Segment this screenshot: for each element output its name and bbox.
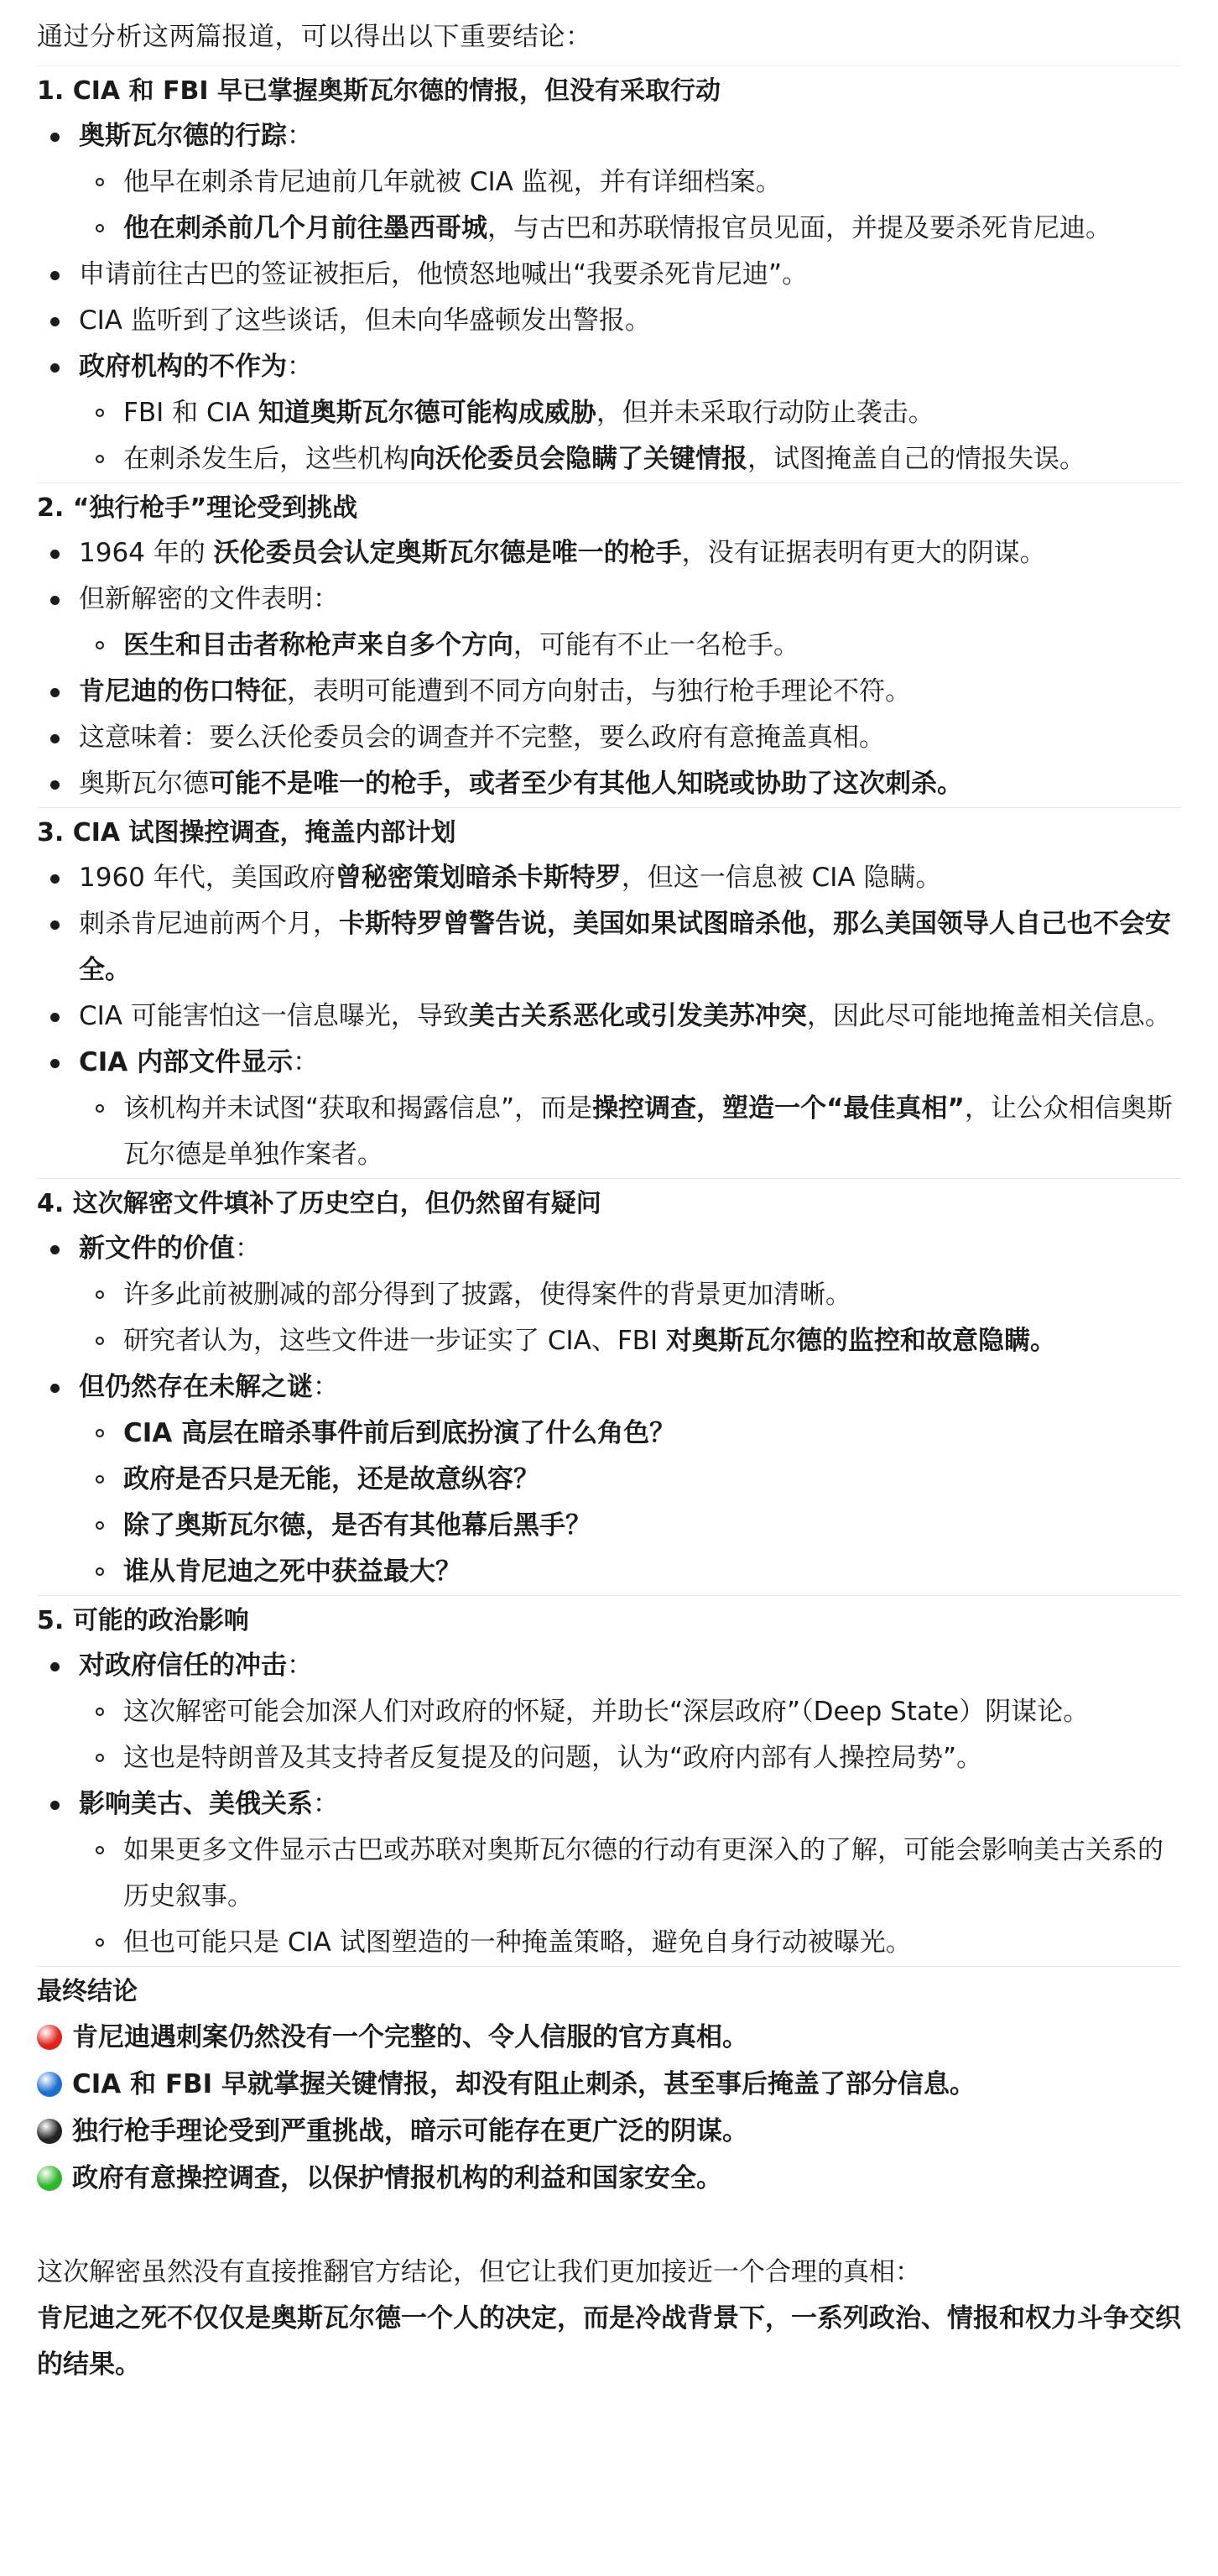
list-item [37, 761, 1181, 807]
bullet-list [37, 530, 1181, 807]
sub-list-item [37, 1689, 1181, 1735]
text: 该机构并未试图“获取和揭露信息”，而是 [123, 1093, 593, 1124]
sub-list-item [37, 159, 1181, 206]
text: 奥斯瓦尔德 [79, 769, 209, 799]
section-title: 2. “独行枪手”理论受到挑战 [37, 482, 1181, 530]
text: 这意味着：要么沃伦委员会的调查并不完整，要么政府有意掩盖真相。 [79, 722, 885, 753]
bullet-list [37, 855, 1181, 1178]
text: ，与古巴和苏联情报官员见面，并提及要杀死肯尼迪。 [487, 213, 1111, 243]
text: 研究者认为，这些文件进一步证实了 CIA、FBI [123, 1326, 666, 1356]
bold-text: 曾秘密策划暗杀卡斯特罗 [335, 863, 622, 893]
list-item [37, 901, 1181, 993]
bold-text: CIA 高层在暗杀事件前后到底扮演了什么角色？ [123, 1418, 676, 1448]
closing-bold-statement: 肯尼迪之死不仅仅是奥斯瓦尔德一个人的决定，而是冷战背景下，一系列政治、情报和权力斗争交织的结果。 [37, 2303, 1181, 2380]
text: ，但这一信息被 CIA 隐瞒。 [621, 863, 942, 893]
sub-list-item [37, 1735, 1181, 1781]
bold-text: 沃伦委员会认定奥斯瓦尔德是唯一的枪手 [213, 538, 682, 568]
sub-list-item [37, 1272, 1181, 1318]
text: ： [313, 1789, 339, 1819]
sub-list-item [37, 623, 1181, 669]
conclusion-row [37, 2155, 1181, 2202]
bold-text: 医生和目击者称枪声来自多个方向 [123, 630, 513, 660]
list-item [37, 252, 1181, 298]
bullet-list [37, 113, 1181, 482]
text: ： [287, 121, 313, 151]
bold-text: 对奥斯瓦尔德的监控和故意隐瞒。 [665, 1326, 1056, 1356]
bold-text: 奥斯瓦尔德的行踪 [79, 121, 287, 151]
text: 1960 年代，美国政府 [79, 863, 336, 893]
list-item [37, 1040, 1181, 1086]
text: ，让公众相信奥斯瓦尔德是单独作案者。 [123, 1093, 1173, 1170]
text: 在刺杀发生后，这些机构 [123, 444, 409, 474]
text: CIA 可能害怕这一信息曝光，导致 [79, 1001, 469, 1031]
sub-list-item [37, 1549, 1181, 1595]
list-item [37, 715, 1181, 761]
bold-text: 谁从肯尼迪之死中获益最大？ [123, 1557, 461, 1587]
text: ，因此尽可能地掩盖相关信息。 [806, 1001, 1171, 1031]
list-item [37, 113, 1181, 159]
circle-emoji-icon [37, 2072, 62, 2097]
bold-text: 政府机构的不作为 [79, 352, 287, 382]
conclusion-row [37, 2014, 1181, 2061]
sub-list-item [37, 1411, 1181, 1457]
text: 但也可能只是 CIA 试图塑造的一种掩盖策略，避免自身行动被曝光。 [123, 1927, 912, 1958]
section-title: 1. CIA 和 FBI 早已掌握奥斯瓦尔德的情报，但没有采取行动 [37, 65, 1181, 113]
list-item [37, 993, 1181, 1040]
bold-text: 知道奥斯瓦尔德可能构成威胁 [258, 398, 596, 428]
sub-list-item [37, 1828, 1181, 1920]
text: ，可能有不止一名枪手。 [513, 630, 799, 660]
bold-text: 卡斯特罗曾警告说，美国如果试图暗杀他，那么美国领导人自己也不会安全。 [79, 909, 1171, 985]
text: 这次解密可能会加深人们对政府的怀疑，并助长“深层政府”（Deep State）阴谋论。 [123, 1697, 1090, 1727]
list-item [37, 1781, 1181, 1828]
text: 许多此前被删减的部分得到了披露，使得案件的背景更加清晰。 [123, 1280, 851, 1310]
text: 他早在刺杀肯尼迪前几年就被 CIA 监视，并有详细档案。 [123, 167, 782, 197]
list-item [37, 1364, 1181, 1411]
section-title: 5. 可能的政治影响 [37, 1595, 1181, 1643]
conclusion-text: 独行枪手理论受到严重挑战，暗示可能存在更广泛的阴谋。 [72, 2116, 748, 2146]
text: 申请前往古巴的签证被拒后，他愤怒地喊出“我要杀死肯尼迪”。 [79, 259, 809, 289]
text: ： [293, 1047, 320, 1077]
conclusion-text: 政府有意操控调查，以保护情报机构的利益和国家安全。 [72, 2163, 722, 2193]
bold-text: 对政府信任的冲击 [79, 1650, 287, 1681]
text: ： [287, 352, 313, 382]
list-item [37, 1643, 1181, 1689]
sub-list-item [37, 1920, 1181, 1966]
conclusion-row [37, 2061, 1181, 2108]
circle-emoji-icon [37, 2119, 62, 2144]
text: ，试图掩盖自己的情报失误。 [747, 444, 1085, 474]
text: 但新解密的文件表明： [79, 584, 339, 614]
sub-list-item [37, 436, 1181, 482]
text: ： [313, 1372, 339, 1402]
text: FBI 和 CIA [123, 398, 258, 428]
list-item [37, 298, 1181, 344]
sub-list-item [37, 1503, 1181, 1549]
bold-text: CIA 内部文件显示 [79, 1047, 294, 1077]
circle-emoji-icon [37, 2166, 62, 2191]
bold-text: 新文件的价值 [79, 1233, 235, 1264]
conclusion-text: CIA 和 FBI 早就掌握关键情报，却没有阻止刺杀，甚至事后掩盖了部分信息。 [72, 2069, 976, 2099]
list-item [37, 669, 1181, 715]
bold-text: 但仍然存在未解之谜 [79, 1372, 313, 1402]
section-title: 4. 这次解密文件填补了历史空白，但仍然留有疑问 [37, 1178, 1181, 1226]
text: 1964 年的 [79, 538, 214, 568]
text: ，表明可能遭到不同方向射击，与独行枪手理论不符。 [287, 676, 911, 707]
conclusion-row [37, 2108, 1181, 2155]
bold-text: 向沃伦委员会隐瞒了关键情报 [409, 444, 747, 474]
bullet-list [37, 1226, 1181, 1595]
bold-text: 影响美古、美俄关系 [79, 1789, 313, 1819]
sub-list-item [37, 1457, 1181, 1503]
final-conclusion-title: 最终结论 [37, 1966, 1181, 2014]
bold-text: 肯尼迪的伤口特征 [79, 676, 287, 707]
bold-text: 政府是否只是无能，还是故意纵容？ [123, 1464, 539, 1494]
bold-text: 他在刺杀前几个月前往墨西哥城 [123, 213, 487, 243]
sub-list-item [37, 1086, 1181, 1178]
final-conclusion-list [37, 2014, 1181, 2202]
text: CIA 监听到了这些谈话，但未向华盛顿发出警报。 [79, 305, 651, 336]
intro-paragraph: 通过分析这两篇报道，可以得出以下重要结论： [37, 22, 592, 52]
list-item [37, 530, 1181, 576]
text: ，但并未采取行动防止袭击。 [596, 398, 934, 428]
list-item [37, 1226, 1181, 1272]
sub-list-item [37, 390, 1181, 436]
bold-text: 除了奥斯瓦尔德，是否有其他幕后黑手？ [123, 1510, 591, 1541]
list-item [37, 576, 1181, 623]
sections-container [37, 65, 1181, 1966]
section-title: 3. CIA 试图操控调查，掩盖内部计划 [37, 807, 1181, 855]
closing-paragraph: 这次解密虽然没有直接推翻官方结论，但它让我们更加接近一个合理的真相： [37, 2257, 921, 2287]
bold-text: 美古关系恶化或引发美苏冲突 [468, 1001, 807, 1031]
circle-emoji-icon [37, 2025, 62, 2050]
bold-text: 操控调查，塑造一个“最佳真相” [592, 1093, 965, 1124]
list-item [37, 855, 1181, 901]
spacer [37, 2202, 1181, 2249]
sub-list-item [37, 1318, 1181, 1364]
bold-text: 可能不是唯一的枪手，或者至少有其他人知晓或协助了这次刺杀。 [209, 769, 963, 799]
text: 如果更多文件显示古巴或苏联对奥斯瓦尔德的行动有更深入的了解，可能会影响美古关系的历史叙事。 [123, 1835, 1163, 1911]
text: 这也是特朗普及其支持者反复提及的问题，认为“政府内部有人操控局势”。 [123, 1743, 983, 1773]
document-body [37, 0, 1181, 2388]
text: ，没有证据表明有更大的阴谋。 [681, 538, 1046, 568]
bullet-list [37, 1643, 1181, 1966]
list-item [37, 344, 1181, 390]
text: ： [287, 1650, 313, 1681]
text: ： [235, 1233, 261, 1264]
conclusion-text: 肯尼迪遇刺案仍然没有一个完整的、令人信服的官方真相。 [72, 2022, 748, 2052]
text: 刺杀肯尼迪前两个月， [79, 909, 339, 939]
sub-list-item [37, 206, 1181, 252]
